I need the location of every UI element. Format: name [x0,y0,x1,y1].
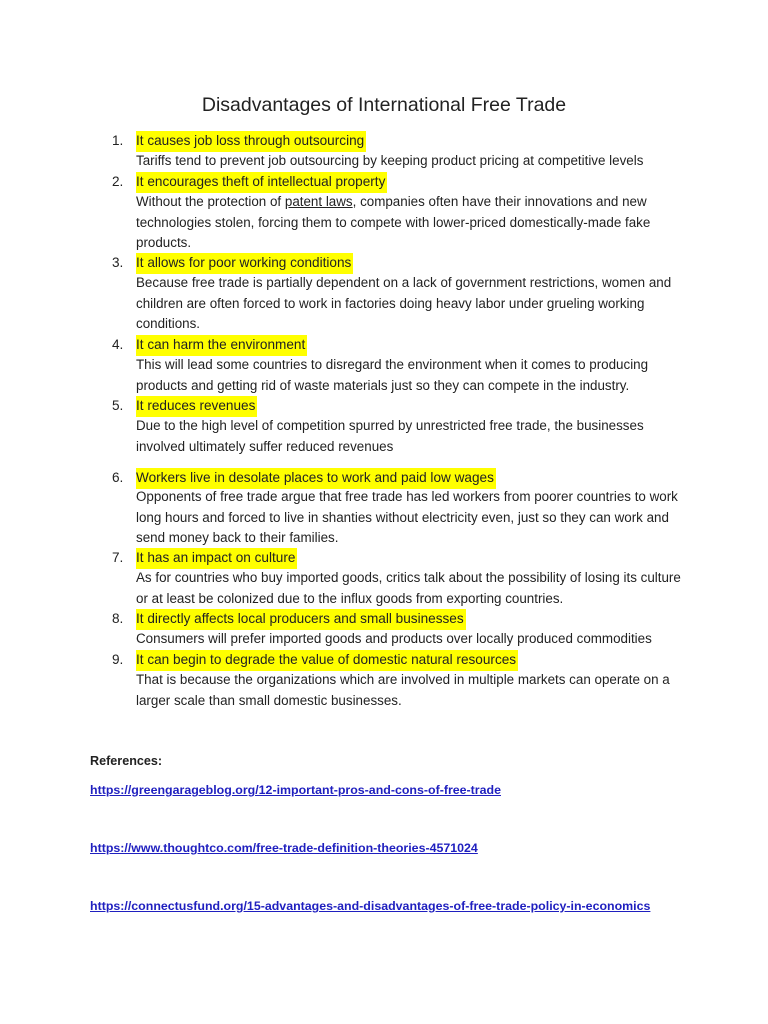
item-number: 5. [112,398,124,413]
item-number: 7. [112,550,124,565]
item-heading: It has an impact on culture [136,548,297,569]
item-description: That is because the organizations which are involved in multiple markets can operate on a larger scale than small domestic businesses. [136,672,670,708]
references-label: References: [90,754,163,768]
item-heading: Workers live in desolate places to work and paid low wages [136,468,496,489]
item-number: 4. [112,337,124,352]
item-heading: It encourages theft of intellectual property [136,172,387,193]
reference-link[interactable]: https://greengarageblog.org/12-important-pros-and-cons-of-free-trade [90,783,501,797]
item-description: Because free trade is partially dependent on a lack of government restrictions, women and children are often forced to work in factories doing heavy labor under grueling working conditions. [136,275,672,331]
reference-link[interactable]: https://connectusfund.org/15-advantages-and-disadvantages-of-free-trade-policy-in-economics [90,899,651,913]
item-description: Opponents of free trade argue that free trade has led workers from poorer countries to work long hours and forced to live in shanties without electricity even, just so they can work and send money back to their families. [136,489,678,545]
document-title: Disadvantages of International Free Trade [201,94,567,116]
item-number: 1. [112,133,124,148]
reference-link[interactable]: https://www.thoughtco.com/free-trade-definition-theories-4571024 [90,841,478,855]
item-description: Due to the high level of competition spurred by unrestricted free trade, the businesses involved ultimately suffer reduced revenues [136,418,644,454]
item-description [136,192,684,254]
item-number: 8. [112,611,124,626]
item-number: 3. [112,255,124,270]
item-heading: It directly affects local producers and small businesses [136,609,466,630]
item-description: This will lead some countries to disregard the environment when it comes to producing products and getting rid of waste materials just so they can compete in the industry. [136,357,649,393]
item-number: 9. [112,652,124,667]
item-number: 2. [112,174,124,189]
item-description: As for countries who buy imported goods, critics talk about the possibility of losing its culture or at least be colonized due to the influx goods from exporting countries. [136,570,681,606]
item-heading: It causes job loss through outsourcing [136,131,366,152]
item-description-text: Without the protection of [136,194,285,209]
item-heading: It reduces revenues [136,396,257,417]
item-heading: It can begin to degrade the value of domestic natural resources [136,650,518,671]
patent-laws-link[interactable]: patent laws [284,194,353,209]
item-description: Tariffs tend to prevent job outsourcing by keeping product pricing at competitive levels [136,153,644,168]
item-heading: It allows for poor working conditions [136,253,353,274]
item-description: Consumers will prefer imported goods and products over locally produced commodities [136,631,652,646]
item-heading: It can harm the environment [136,335,307,356]
item-number: 6. [112,470,124,485]
item-description-text: , companies often have their innovations and new technologies stolen, forcing them to compete with lower-priced domestically-made fake products. [136,194,651,250]
